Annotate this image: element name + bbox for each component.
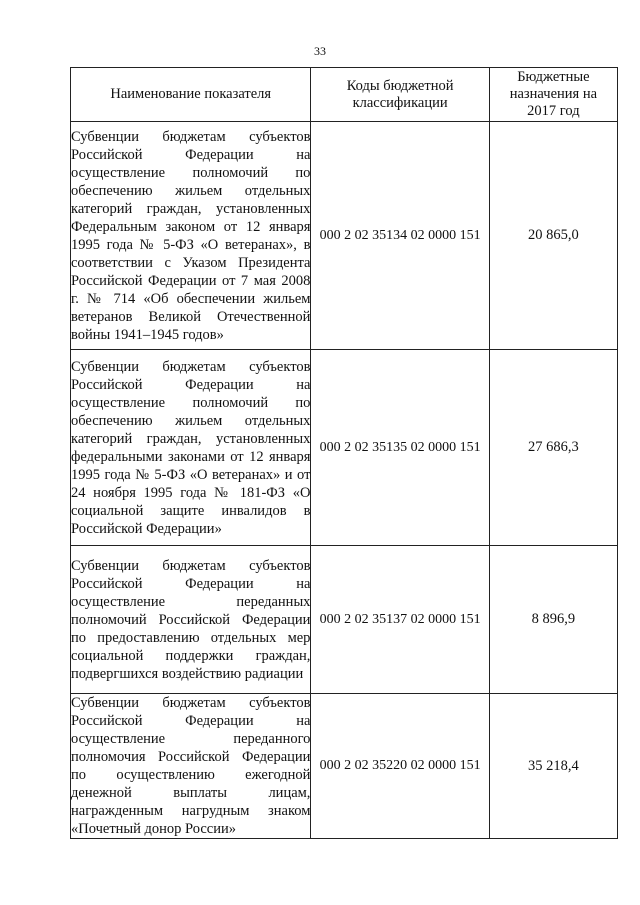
header-value: Бюджетные назначения на 2017 год: [489, 68, 617, 122]
row-name: Субвенции бюджетам субъектов Российской Федерации на осуществление полномочий по обеспечению жильем отдельных категорий граждан, установленных Федеральным законом от 12 января 1995 года № 5-ФЗ «О ветеранах», в соответствии с Указом Президента Российской Федерации от 7 мая 2008 г. № 714 «Об обеспечении жильем ветеранов Великой Отечественной войны 1941–1945 годов»: [71, 122, 311, 350]
row-value: 8 896,9: [489, 546, 617, 694]
table-row: [71, 122, 618, 350]
row-name: Субвенции бюджетам субъектов Российской Федерации на осуществление полномочий по обеспечению жильем отдельных категорий граждан, установленных федеральными законами от 12 января 1995 года № 5-ФЗ «О ветеранах» и от 24 ноября 1995 года № 181-ФЗ «О социальной защите инвалидов в Российской Федерации»: [71, 350, 311, 546]
header-code: Коды бюджетной классификации: [311, 68, 489, 122]
row-value: 35 218,4: [489, 694, 617, 839]
row-code: 000 2 02 35220 02 0000 151: [311, 694, 489, 839]
row-code: 000 2 02 35137 02 0000 151: [311, 546, 489, 694]
budget-table: [70, 67, 618, 839]
row-value: 27 686,3: [489, 350, 617, 546]
row-name: Субвенции бюджетам субъектов Российской Федерации на осуществление переданных полномочий Российской Федерации по предоставлению отдельных мер социальной поддержки граждан, подвергшихся воздействию радиации: [71, 546, 311, 694]
table-row: [71, 546, 618, 694]
row-value: 20 865,0: [489, 122, 617, 350]
table-row: [71, 350, 618, 546]
row-name: Субвенции бюджетам субъектов Российской Федерации на осуществление переданного полномочия Российской Федерации по осуществлению ежегодной денежной выплаты лицам, награжденным нагрудным знаком «Почетный донор России»: [71, 695, 311, 837]
header-name: Наименование показателя: [71, 68, 311, 122]
table-header-row: [71, 68, 618, 122]
page-number: 33: [314, 44, 326, 58]
table-row: [71, 694, 618, 839]
row-code: 000 2 02 35135 02 0000 151: [311, 350, 489, 546]
row-code: 000 2 02 35134 02 0000 151: [311, 122, 489, 350]
